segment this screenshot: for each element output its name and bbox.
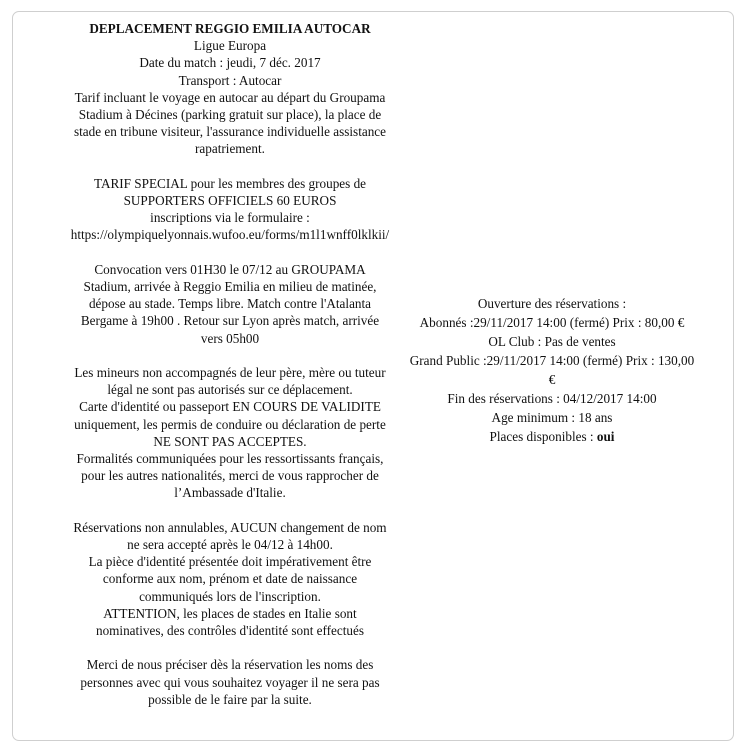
convocation-line: Convocation vers 01H30 le 07/12 au GROUPAMA <box>94 261 366 277</box>
minors-line: Les mineurs non accompagnés de leur père, mère ou tuteur <box>74 365 386 381</box>
reservation-line: La pièce d'identité présentée doit impérativement être <box>88 554 372 570</box>
spacer <box>50 639 410 656</box>
closing-line: Merci de nous préciser dès la réservation les noms des <box>86 657 374 673</box>
spacer <box>50 347 410 364</box>
signup-form-link[interactable]: https://olympiquelyonnais.wufoo.eu/forms/m1l1wnff0lklkii/ <box>70 227 390 243</box>
convocation-line: vers 05h00 <box>200 330 260 346</box>
reservation-line: communiqués lors de l'inscription. <box>139 588 321 604</box>
special-line: inscriptions via le formulaire : <box>150 210 310 226</box>
convocation-line: Stadium, arrivée à Reggio Emilia en milieu de matinée, <box>83 279 377 295</box>
minors-line: Carte d'identité ou passeport EN COURS DE VALIDITE <box>79 399 381 415</box>
availability <box>392 427 712 446</box>
tariff-line: rapatriement. <box>195 141 265 157</box>
tariff-line: Stadium à Décines (parking gratuit sur place), la place de <box>78 107 382 123</box>
abonnes-price: Abonnés :29/11/2017 14:00 (fermé) Prix : 80,00 € <box>419 315 685 330</box>
opening-label: Ouverture des réservations : <box>477 296 627 311</box>
availability-label: Places disponibles : <box>489 429 597 444</box>
closing-line: personnes avec qui vous souhaitez voyager il ne sera pas <box>80 674 380 690</box>
booking-info <box>392 294 712 446</box>
minors-line: l’Ambassade d'Italie. <box>174 485 286 501</box>
reservation-end: Fin des réservations : 04/12/2017 14:00 <box>447 391 657 406</box>
event-title: DEPLACEMENT REGGIO EMILIA AUTOCAR <box>89 21 371 36</box>
tariff-line: stade en tribune visiteur, l'assurance individuelle assistance <box>73 124 387 140</box>
transport: Transport : Autocar <box>178 72 282 88</box>
convocation-line: dépose au stade. Temps libre. Match contre l'Atalanta <box>88 296 372 312</box>
reservation-line: ATTENTION, les places de stades en Italie sont <box>103 605 357 621</box>
availability-value: oui <box>596 429 615 444</box>
reservation-line: ne sera accepté après le 04/12 à 14h00. <box>127 537 333 553</box>
match-date: Date du match : jeudi, 7 déc. 2017 <box>139 55 321 71</box>
minors-line: NE SONT PAS ACCEPTES. <box>153 433 307 449</box>
spacer <box>50 244 410 261</box>
minors-line: pour les autres nationalités, merci de vous rapprocher de <box>81 468 379 484</box>
event-description <box>50 20 410 708</box>
minimum-age: Age minimum : 18 ans <box>491 410 613 425</box>
minors-line: légal ne sont pas autorisés sur ce déplacement. <box>107 382 353 398</box>
minors-line: uniquement, les permis de conduire ou déclaration de perte <box>74 416 386 432</box>
grand-public-currency: € <box>548 372 556 387</box>
special-line: SUPPORTERS OFFICIELS 60 EUROS <box>123 193 337 209</box>
ol-club-info: OL Club : Pas de ventes <box>488 334 616 349</box>
tariff-line: Tarif incluant le voyage en autocar au départ du Groupama <box>74 89 386 105</box>
grand-public-price: Grand Public :29/11/2017 14:00 (fermé) Prix : 130,00 <box>409 353 695 368</box>
closing-line: possible de le faire par la suite. <box>148 691 312 707</box>
reservation-line: Réservations non annulables, AUCUN changement de nom <box>73 519 387 535</box>
reservation-line: conforme aux nom, prénom et date de naissance <box>102 571 358 587</box>
reservation-line: nominatives, des contrôles d'identité sont effectués <box>95 623 364 639</box>
special-line: TARIF SPECIAL pour les membres des groupes de <box>93 175 367 191</box>
spacer <box>50 502 410 519</box>
competition: Ligue Europa <box>193 38 267 54</box>
spacer <box>50 158 410 175</box>
minors-line: Formalités communiquées pour les ressortissants français, <box>76 451 384 467</box>
convocation-line: Bergame à 19h00 . Retour sur Lyon après match, arrivée <box>80 313 380 329</box>
